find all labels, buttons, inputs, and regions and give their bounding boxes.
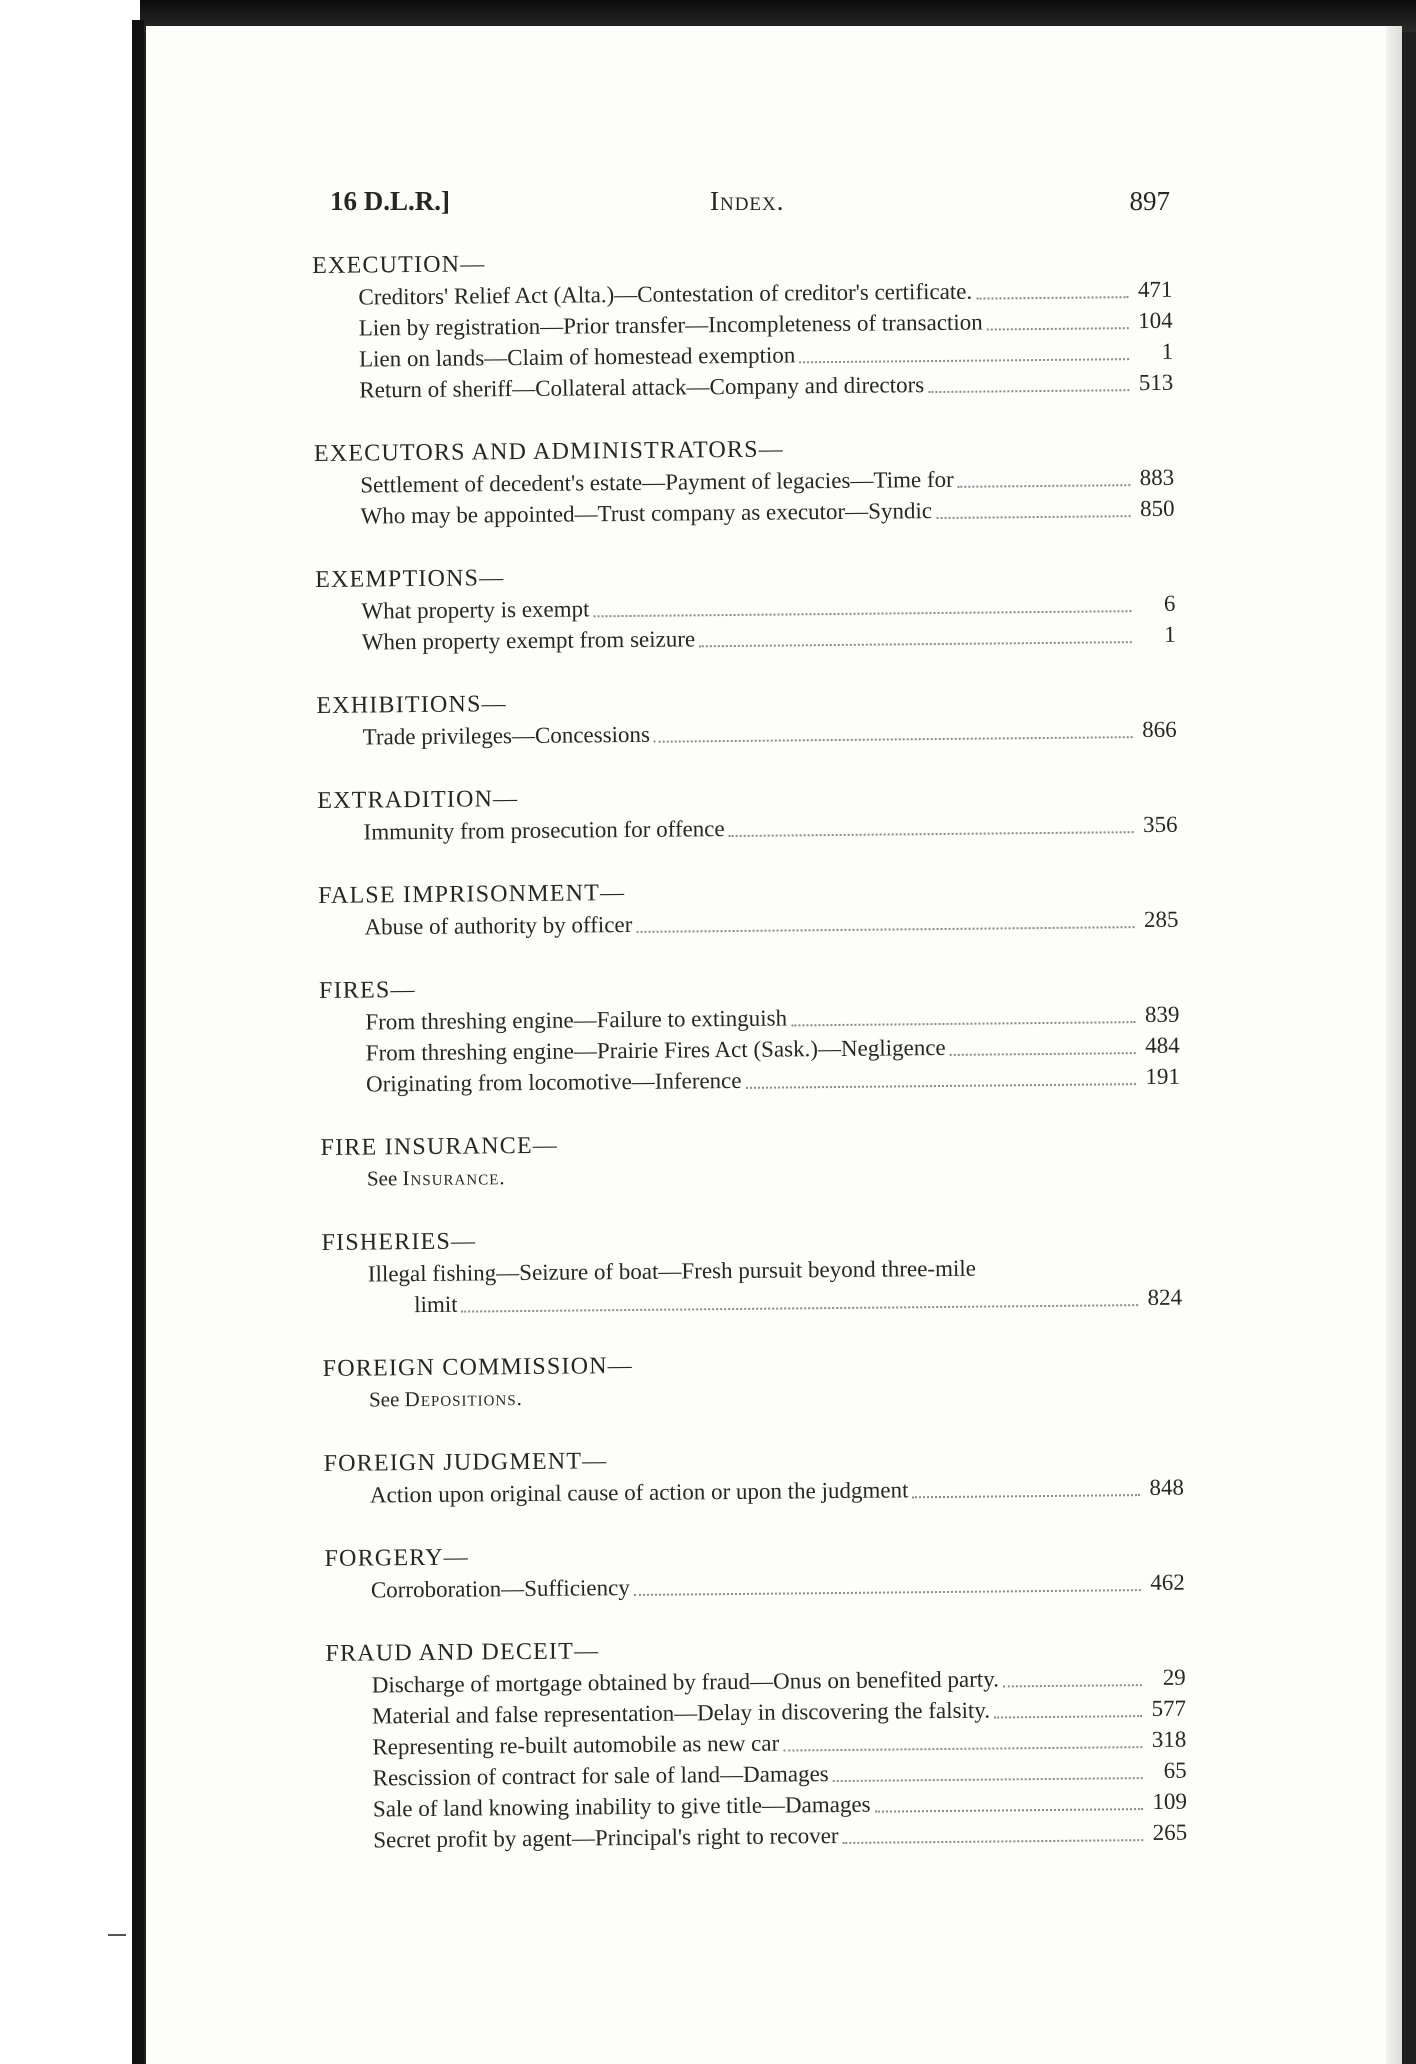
entry-text: What property is exempt xyxy=(361,596,590,624)
page-edge-shadow xyxy=(1386,26,1402,2064)
dot-leader xyxy=(958,484,1131,488)
running-header xyxy=(330,186,1170,226)
entry-text: Lien on lands—Claim of homestead exemption xyxy=(358,342,796,372)
dot-leader xyxy=(699,641,1132,647)
section-heading: EXEMPTIONS— xyxy=(315,565,505,593)
dot-leader xyxy=(987,327,1129,330)
dot-leader xyxy=(936,515,1131,519)
index-section-foreign-commission xyxy=(323,1345,1184,1416)
book-spine xyxy=(132,20,144,2064)
entry-page: 848 xyxy=(1149,1474,1185,1501)
index-section-exhibitions xyxy=(316,682,1177,753)
index-section-fisheries xyxy=(321,1219,1182,1321)
dot-leader xyxy=(799,358,1129,363)
entry-text: From threshing engine—Failure to extinguish xyxy=(365,1005,788,1035)
dot-leader xyxy=(729,831,1134,837)
dot-leader xyxy=(654,736,1133,743)
index-section-foreign-judgment xyxy=(323,1440,1184,1511)
entry-page: 356 xyxy=(1142,811,1178,838)
entry-page: 191 xyxy=(1145,1063,1181,1090)
entry-page: 285 xyxy=(1143,906,1179,933)
index-section-forgery xyxy=(324,1535,1185,1606)
index-section-extradition xyxy=(317,777,1178,848)
dot-leader xyxy=(976,296,1128,299)
section-heading: FISHERIES— xyxy=(321,1228,477,1256)
entry-page: 318 xyxy=(1151,1726,1187,1753)
index-section-fires xyxy=(319,967,1180,1100)
section-heading: EXHIBITIONS— xyxy=(316,691,507,719)
section-heading: FRAUD AND DECEIT— xyxy=(325,1638,600,1667)
dot-leader xyxy=(746,1083,1136,1089)
dot-leader xyxy=(791,1021,1135,1026)
entry-page: 824 xyxy=(1147,1284,1183,1311)
entry-text: Settlement of decedent's estate—Payment of legacies—Time for xyxy=(360,466,954,498)
index-section-fraud-and-deceit xyxy=(325,1630,1187,1856)
index-entry xyxy=(322,1251,1183,1321)
section-heading: FORGERY— xyxy=(324,1544,469,1572)
entry-page: 29 xyxy=(1162,1664,1186,1690)
dot-leader xyxy=(783,1746,1142,1751)
entry-page: 839 xyxy=(1144,1001,1180,1028)
index-content xyxy=(312,242,1188,1888)
entry-page: 577 xyxy=(1151,1695,1187,1722)
entry-page: 850 xyxy=(1139,495,1175,522)
entry-text: Rescission of contract for sale of land—Damages xyxy=(372,1761,829,1791)
dot-leader xyxy=(912,1494,1140,1498)
entry-page: 104 xyxy=(1138,307,1173,334)
see-prefix: See xyxy=(366,1166,398,1191)
entry-page: 513 xyxy=(1138,369,1174,396)
entry-text: Sale of land knowing inability to give title—Damages xyxy=(372,1791,871,1822)
entry-text: Action upon original cause of action or upon the judgment xyxy=(369,1477,909,1508)
header-title: Index. xyxy=(710,186,785,216)
entry-text: Abuse of authority by officer xyxy=(364,911,633,940)
index-section-false-imprisonment xyxy=(318,872,1179,943)
see-target: Depositions. xyxy=(404,1386,523,1412)
entry-text: From threshing engine—Prairie Fires Act (Sask.)—Negligence xyxy=(365,1034,946,1066)
section-heading: FOREIGN JUDGMENT— xyxy=(323,1448,608,1477)
entry-page: 866 xyxy=(1142,716,1177,743)
section-heading: FOREIGN COMMISSION— xyxy=(322,1352,634,1382)
entry-page: 484 xyxy=(1145,1032,1180,1059)
index-section-exemptions xyxy=(315,556,1176,658)
see-target: Insurance. xyxy=(402,1165,506,1191)
dot-leader xyxy=(462,1304,1139,1312)
section-heading: EXTRADITION— xyxy=(317,786,519,814)
entry-page: 1 xyxy=(1164,621,1176,647)
left-scan-margin xyxy=(0,0,140,2064)
see-prefix: See xyxy=(368,1387,400,1412)
entry-text: Corroboration—Sufficiency xyxy=(370,1575,630,1603)
section-heading: EXECUTORS AND ADMINISTRATORS— xyxy=(313,436,785,467)
entry-page: 109 xyxy=(1152,1788,1188,1815)
entry-text: Who may be appointed—Trust company as executor—Syndic xyxy=(360,498,933,529)
margin-mark xyxy=(108,1934,126,1936)
dot-leader xyxy=(994,1715,1142,1718)
entry-page: 6 xyxy=(1163,590,1176,616)
section-heading: EXECUTION— xyxy=(312,251,486,279)
entry-page: 883 xyxy=(1139,464,1175,491)
index-section-execution xyxy=(312,242,1173,406)
entry-page: 1 xyxy=(1161,338,1174,364)
entry-page: 471 xyxy=(1137,276,1173,303)
dot-leader xyxy=(594,610,1132,617)
index-section-executors xyxy=(314,430,1175,532)
dot-leader xyxy=(875,1808,1143,1813)
volume-label: 16 D.L.R.] xyxy=(330,186,450,216)
dot-leader xyxy=(843,1839,1144,1844)
dot-leader xyxy=(833,1777,1143,1782)
dot-leader xyxy=(1003,1684,1142,1687)
entry-continuation-text: limit xyxy=(414,1291,458,1318)
section-heading: FIRES— xyxy=(318,977,416,1004)
dot-leader xyxy=(950,1052,1136,1056)
entry-text: Trade privileges—Concessions xyxy=(362,721,651,750)
entry-text: Originating from locomotive—Inference xyxy=(365,1067,742,1097)
entry-text: Lien by registration—Prior transfer—Incompleteness of transaction xyxy=(358,309,983,341)
dot-leader xyxy=(928,389,1129,393)
entry-page: 265 xyxy=(1152,1819,1188,1846)
entry-text: Creditors' Relief Act (Alta.)—Contestation of creditor's certificate. xyxy=(358,278,973,310)
dot-leader xyxy=(636,926,1134,933)
page-number: 897 xyxy=(1129,186,1170,216)
entry-text: Representing re-built automobile as new car xyxy=(372,1730,780,1760)
entry-page: 65 xyxy=(1163,1757,1187,1783)
entry-text: Immunity from prosecution for offence xyxy=(363,816,725,845)
entry-text: Return of sheriff—Collateral attack—Company and directors xyxy=(359,372,925,403)
entry-text: Discharge of mortgage obtained by fraud—Onus on benefited party. xyxy=(371,1666,1000,1698)
entry-page: 462 xyxy=(1150,1569,1185,1596)
entry-text: Material and false representation—Delay in discovering the falsity. xyxy=(371,1697,991,1729)
entry-text: Illegal fishing—Seizure of boat—Fresh pursuit beyond three-mile xyxy=(367,1255,977,1287)
section-heading: FALSE IMPRISONMENT— xyxy=(318,880,626,909)
section-heading: FIRE INSURANCE— xyxy=(320,1132,559,1161)
entry-text: Secret profit by agent—Principal's right to recover xyxy=(373,1823,839,1853)
entry-text: When property exempt from seizure xyxy=(361,626,696,655)
dot-leader xyxy=(634,1589,1141,1596)
index-section-fire-insurance xyxy=(320,1124,1181,1195)
